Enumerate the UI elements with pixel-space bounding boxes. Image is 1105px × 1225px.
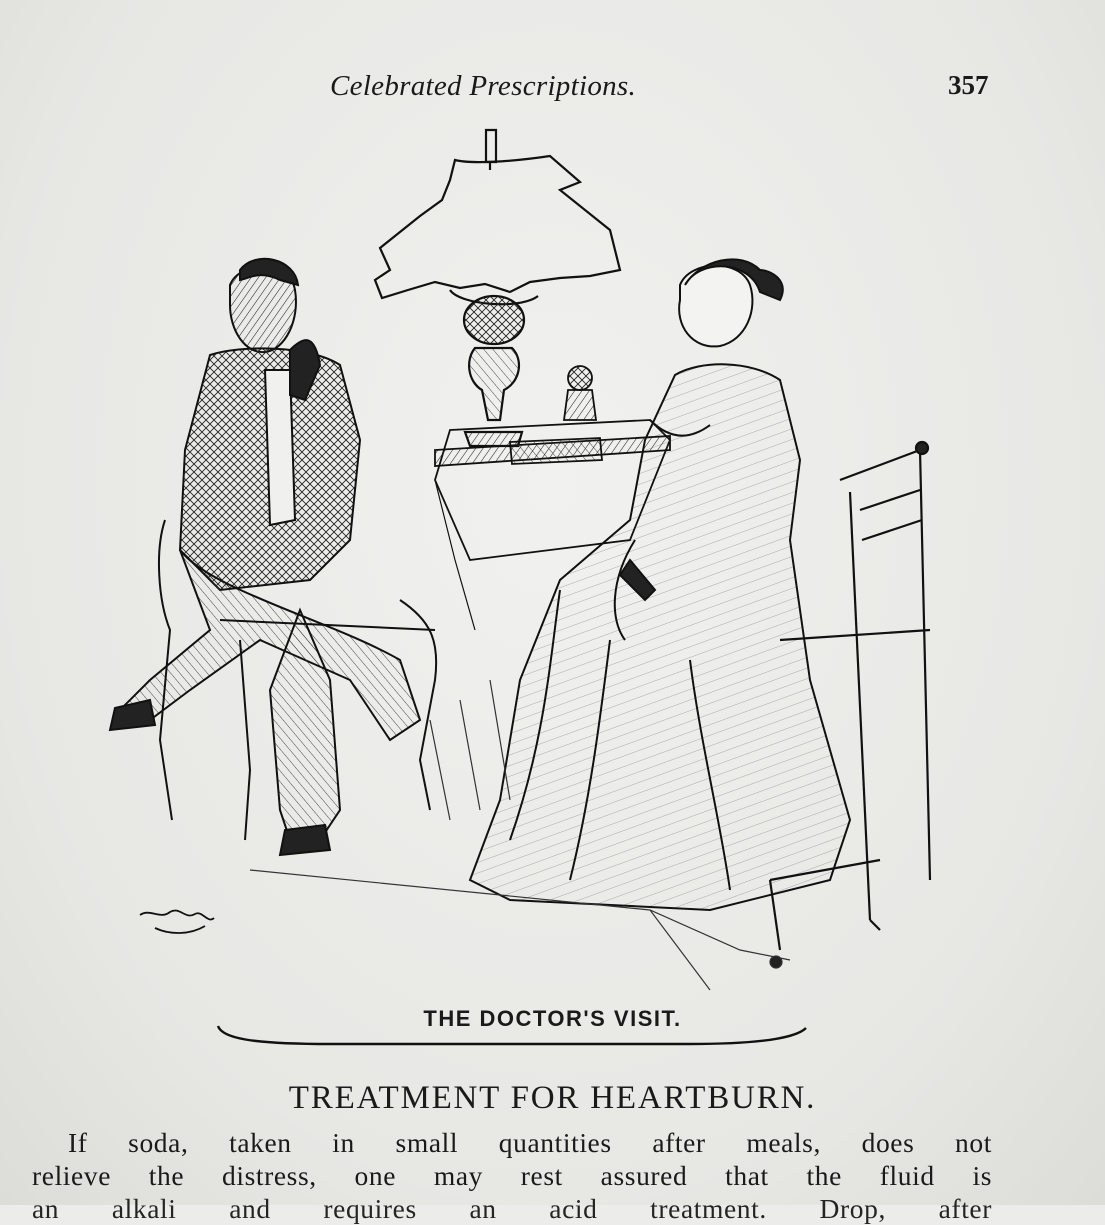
artist-signature <box>140 910 214 933</box>
page-number: 357 <box>948 70 989 100</box>
running-header <box>0 66 1105 110</box>
body-line: If soda, taken in small quantities after meals, does not <box>68 1127 992 1158</box>
engraving-illustration <box>90 120 970 990</box>
illustration-caption: THE DOCTOR'S VISIT. <box>423 1006 682 1031</box>
body-line: an alkali and requires an acid treatment. Drop, after <box>32 1193 992 1224</box>
running-title: Celebrated Prescriptions. <box>330 70 637 102</box>
body-text <box>32 1126 992 1225</box>
section-heading: TREATMENT FOR HEARTBURN. <box>288 1080 817 1116</box>
woman-figure <box>470 259 850 910</box>
caption-rule <box>210 1022 810 1056</box>
doctor-figure <box>110 259 420 855</box>
body-line: relieve the distress, one may rest assured that the fluid is <box>32 1160 992 1191</box>
